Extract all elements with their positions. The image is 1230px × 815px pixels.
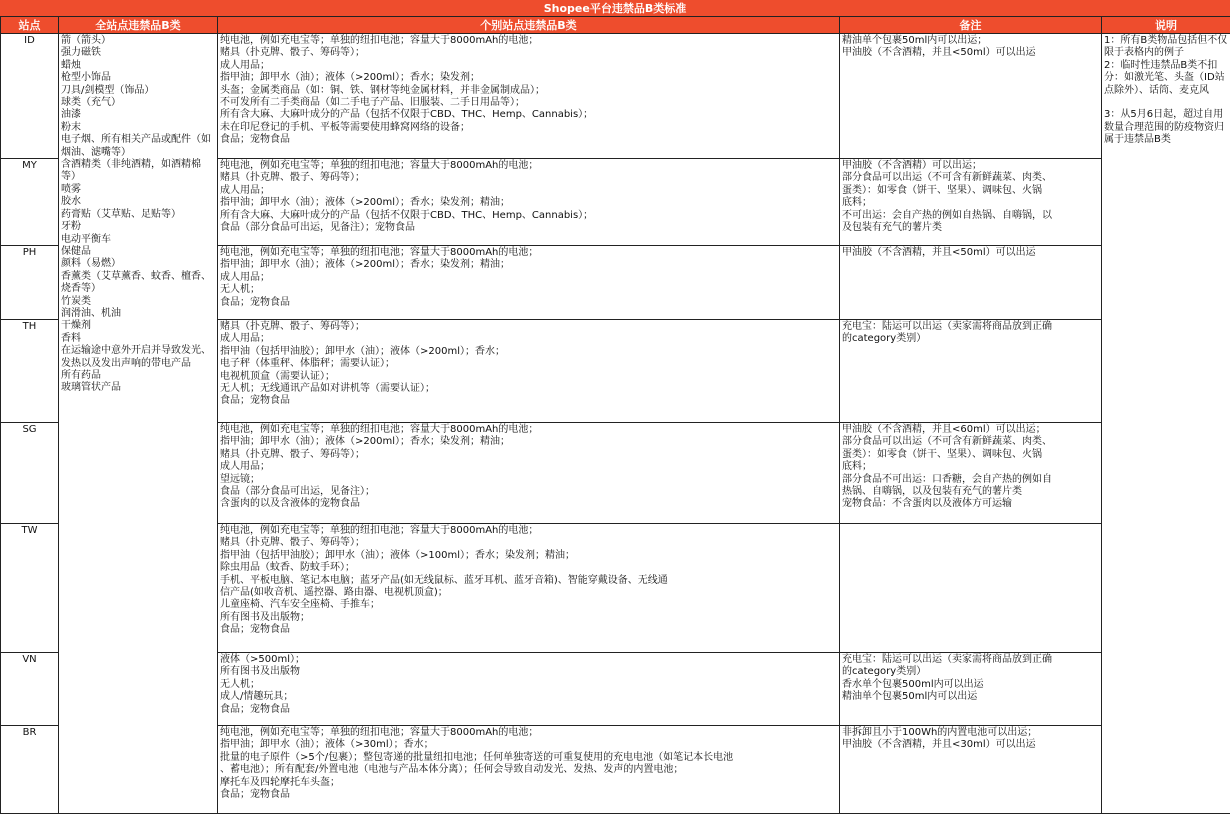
cell-line: 甲油胶（不含酒精，并且<30ml）可以出运 <box>842 739 1036 751</box>
header-individual-sites: 个别站点违禁品B类 <box>218 17 840 34</box>
cell-line: 刀具/剑模型（饰品） <box>61 84 155 96</box>
cell-line: 赌具（扑克牌、骰子、筹码等）； <box>220 47 365 59</box>
cell-line: 精油单个包裹50ml内可以出运； <box>842 35 988 46</box>
cell-line: 所有含大麻、大麻叶成分的产品（包括不仅限于CBD、THC、Hemp、Cannabis）； <box>220 209 594 221</box>
cell-line: 除虫用品（蚊香、防蚊手环）； <box>220 562 355 574</box>
cell-line: 球类（充气） <box>61 97 121 109</box>
cell-line: 底料； <box>842 197 872 209</box>
cell-line: 所有药品 <box>61 369 101 381</box>
cell-line: 香薰类（艾草薰香、蚊香、檀香、烧香等） <box>61 270 211 295</box>
site-note <box>840 34 1102 159</box>
cell-line: 部分食品可以出运（不可含有新鲜蔬菜、肉类、 <box>842 436 1052 448</box>
site-items <box>218 726 840 814</box>
site-note <box>840 159 1102 246</box>
cell-line: 甲油胶（不含酒精，并且<50ml）可以出运 <box>842 247 1036 258</box>
cell-line: 赌具（扑克牌、骰子、筹码等）； <box>220 537 365 549</box>
cell-line: 指甲油（包括甲油胶）；卸甲水（油）；液体（>100ml）；香水；染发剂；精油； <box>220 549 575 561</box>
cell-line: 、蓄电池）；所有配套/外置电池（电池与产品本体分离）；任何会导致自动发光、发热、发声的内置电池； <box>220 764 684 776</box>
cell-line: 食品；宠物食品 <box>220 134 290 146</box>
cell-line: 指甲油（包括甲油胶）；卸甲水（油）；液体（>200ml）；香水； <box>220 345 505 357</box>
site-note <box>840 320 1102 423</box>
header-row <box>1 17 1230 34</box>
cell-line: 食品；宠物食品 <box>220 703 290 715</box>
explanation-item: 1：所有B类物品包括但不仅限于表格内的例子 <box>1104 35 1228 59</box>
cell-line: 无人机；无线通讯产品如对讲机等（需要认证）； <box>220 383 435 395</box>
cell-line: 的category类别） <box>842 333 927 345</box>
header-all-sites: 全站点违禁品B类 <box>59 17 218 34</box>
cell-line: 赌具（扑克牌、骰子、筹码等）； <box>220 448 365 460</box>
cell-line: 成人用品； <box>220 184 270 196</box>
site-items <box>218 423 840 524</box>
cell-line: 纯电池，例如充电宝等；单独的纽扣电池；容量大于8000mAh的电池； <box>220 247 539 258</box>
cell-line: 食品（部分食品可出运，见备注）； <box>220 486 375 498</box>
cell-line: 电视机顶盒（需要认证）； <box>220 370 335 382</box>
cell-line: 指甲油；卸甲水（油）；液体（>30ml）；香水； <box>220 739 434 751</box>
cell-line: 枪型小饰品 <box>61 72 111 84</box>
cell-line: 纯电池，例如充电宝等；单独的纽扣电池；容量大于8000mAh的电池； <box>220 525 539 536</box>
site-note <box>840 726 1102 814</box>
cell-line: 及包装有充气的薯片类 <box>842 222 942 234</box>
site-items <box>218 246 840 320</box>
site-note <box>840 653 1102 726</box>
site-code: ID <box>1 34 59 159</box>
header-note: 备注 <box>840 17 1102 34</box>
cell-line: 牙粉 <box>61 221 81 233</box>
cell-line: 不可出运：会自产热的例如自热锅、自嗨锅，以 <box>842 209 1052 221</box>
cell-line: 纯电池，例如充电宝等；单独的纽扣电池；容量大于8000mAh的电池； <box>220 424 539 435</box>
explanation-item <box>1104 97 1228 109</box>
cell-line: 电子烟、所有相关产品或配件（如烟油、滤嘴等） <box>61 134 211 158</box>
site-items <box>218 34 840 159</box>
cell-line: 儿童座椅、汽车安全座椅、手推车； <box>220 599 380 611</box>
cell-line: 所有图书及出版物 <box>220 666 300 678</box>
cell-line: 甲油胶（不含酒精，并且<60ml）可以出运； <box>842 424 1046 435</box>
cell-line: 蜡烛 <box>61 59 81 71</box>
header-site: 站点 <box>1 17 59 34</box>
cell-line: 食品；宠物食品 <box>220 789 290 801</box>
cell-line: 颜料（易燃） <box>61 258 121 270</box>
cell-line: 赌具（扑克牌、骰子、筹码等）； <box>220 172 365 184</box>
cell-line: 部分食品可以出运（不可含有新鲜蔬菜、肉类、 <box>842 172 1052 184</box>
cell-line: 非拆卸且小于100Wh的内置电池可以出运； <box>842 727 1038 738</box>
cell-line: 指甲油；卸甲水（油）；液体（>200ml）；香水；染发剂；精油； <box>220 197 510 209</box>
prohibited-items-table <box>0 16 1230 814</box>
cell-line: 指甲油；卸甲水（油）；液体（>200ml）；香水；染发剂；精油； <box>220 259 510 271</box>
cell-line: 无人机； <box>220 284 260 296</box>
cell-line: 所有图书及出版物； <box>220 611 310 623</box>
site-items <box>218 524 840 653</box>
cell-line: 部分食品不可出运：口香糖，会自产热的例如自 <box>842 473 1052 485</box>
cell-line: 所有含大麻、大麻叶成分的产品（包括不仅限于CBD、THC、Hemp、Cannabis）； <box>220 109 594 121</box>
cell-line: 充电宝：陆运可以出运（卖家需将商品放到正确 <box>842 654 1052 665</box>
site-code: TH <box>1 320 59 423</box>
site-note <box>840 524 1102 653</box>
cell-line: 无人机； <box>220 678 260 690</box>
cell-line: 干燥剂 <box>61 320 91 332</box>
cell-line: 成人用品； <box>220 333 270 345</box>
header-explanation: 说明 <box>1102 17 1230 34</box>
cell-line: 的category类别） <box>842 666 927 678</box>
cell-line: 未在印尼登记的手机、平板等需要使用蜂窝网络的设备； <box>220 121 470 133</box>
cell-line: 食品；宠物食品 <box>220 296 290 308</box>
cell-line: 强力磁铁 <box>61 47 101 59</box>
cell-line: 成人用品； <box>220 461 270 473</box>
explanation <box>1102 34 1230 814</box>
cell-line: 箭（箭头） <box>61 35 111 46</box>
explanation-item: 2：临时性违禁品B类不扣分：如激光笔、头盔（ID站点除外）、话筒、麦克风 <box>1104 59 1225 96</box>
cell-line: 玻璃管状产品 <box>61 382 121 394</box>
cell-line: 望远镜； <box>220 473 260 485</box>
sheet-title: Shopee平台违禁品B类标准 <box>0 0 1230 17</box>
site-code: TW <box>1 524 59 653</box>
cell-line: 纯电池，例如充电宝等；单独的纽扣电池；容量大于8000mAh的电池； <box>220 727 539 738</box>
site-code: SG <box>1 423 59 524</box>
cell-line: 批量的电子原件（>5个/包裹）；整包寄递的批量纽扣电池；任何单独寄送的可重复使用的充电电池（如笔记本长电池 <box>220 751 734 763</box>
cell-line: 润滑油、机油 <box>61 307 121 319</box>
cell-line: 纯电池，例如充电宝等；单独的纽扣电池；容量大于8000mAh的电池； <box>220 35 539 46</box>
cell-line: 热锅、自嗨锅，以及包装有充气的薯片类 <box>842 486 1022 498</box>
cell-line: 香水单个包裹500ml内可以出运 <box>842 678 984 690</box>
cell-line: 充电宝：陆运可以出运（卖家需将商品放到正确 <box>842 321 1052 332</box>
cell-line: 液体（>500ml）； <box>220 654 305 665</box>
cell-line: 甲油胶（不含酒精，并且<50ml）可以出运 <box>842 47 1036 59</box>
site-items <box>218 320 840 423</box>
cell-line: 成人/情趣玩具； <box>220 691 294 703</box>
table-row <box>1 34 1230 159</box>
cell-line: 蛋类）：如零食（饼干、坚果）、调味包、火锅 <box>842 184 1042 196</box>
cell-line: 胶水 <box>61 196 81 208</box>
cell-line: 赌具（扑克牌、骰子、筹码等）； <box>220 321 365 332</box>
cell-line: 精油单个包裹50ml内可以出运 <box>842 691 978 703</box>
cell-line: 指甲油；卸甲水（油）；液体（>200ml）；香水；染发剂； <box>220 72 480 84</box>
site-code: MY <box>1 159 59 246</box>
site-items <box>218 653 840 726</box>
site-note <box>840 246 1102 320</box>
cell-line: 蛋类）：如零食（饼干、坚果）、调味包、火锅 <box>842 448 1042 460</box>
cell-line: 电子秤（体重秤、体脂秤；需要认证）； <box>220 358 395 370</box>
cell-line: 在运输途中意外开启并导致发光、发热以及发出声响的带电产品 <box>61 345 211 369</box>
site-code: PH <box>1 246 59 320</box>
cell-line: 电动平衡车 <box>61 233 111 245</box>
site-code: BR <box>1 726 59 814</box>
cell-line: 手机、平板电脑、笔记本电脑；蓝牙产品(如无线鼠标、蓝牙耳机、蓝牙音箱)、智能穿戴设备、无线通 <box>220 574 668 586</box>
cell-line: 油漆 <box>61 109 81 121</box>
site-items <box>218 159 840 246</box>
all-sites-items <box>59 34 218 814</box>
cell-line: 底料； <box>842 461 872 473</box>
site-note <box>840 423 1102 524</box>
cell-line: 含蛋肉的以及含液体的宠物食品 <box>220 498 360 510</box>
cell-line: 宠物食品：不含蛋肉以及液体方可运输 <box>842 498 1012 510</box>
cell-line: 药膏贴（艾草贴、足贴等） <box>61 208 181 220</box>
cell-line: 食品（部分食品可出运，见备注）；宠物食品 <box>220 222 415 234</box>
cell-line: 粉末 <box>61 121 81 133</box>
cell-line: 保健品 <box>61 245 91 257</box>
cell-line: 信产品(如收音机、遥控器、路由器、电视机顶盒)； <box>220 587 448 599</box>
site-code: VN <box>1 653 59 726</box>
cell-line: 摩托车及四轮摩托车头盔； <box>220 776 340 788</box>
explanation-item: 3：从5月6日起，超过自用数量合理范围的防疫物资归属于违禁品B类 <box>1104 109 1224 146</box>
cell-line: 头盔；金属类商品（如：铜、铁、钢材等纯金属材料，并非金属制成品）； <box>220 84 545 96</box>
cell-line: 成人用品； <box>220 59 270 71</box>
cell-line: 甲油胶（不含酒精）可以出运； <box>842 160 982 171</box>
cell-line: 纯电池，例如充电宝等；单独的纽扣电池；容量大于8000mAh的电池； <box>220 160 539 171</box>
cell-line: 成人用品； <box>220 271 270 283</box>
cell-line: 食品；宠物食品 <box>220 624 290 636</box>
cell-line: 竹炭类 <box>61 295 91 307</box>
cell-line: 食品；宠物食品 <box>220 395 290 407</box>
cell-line: 指甲油；卸甲水（油）；液体（>200ml）；香水；染发剂；精油； <box>220 436 510 448</box>
cell-line: 含酒精类（非纯酒精，如酒精棉等） <box>61 159 201 183</box>
cell-line: 不可发所有二手类商品（如二手电子产品、旧服装、二手日用品等）； <box>220 97 525 109</box>
cell-line: 喷雾 <box>61 183 81 195</box>
cell-line: 香料 <box>61 332 81 344</box>
